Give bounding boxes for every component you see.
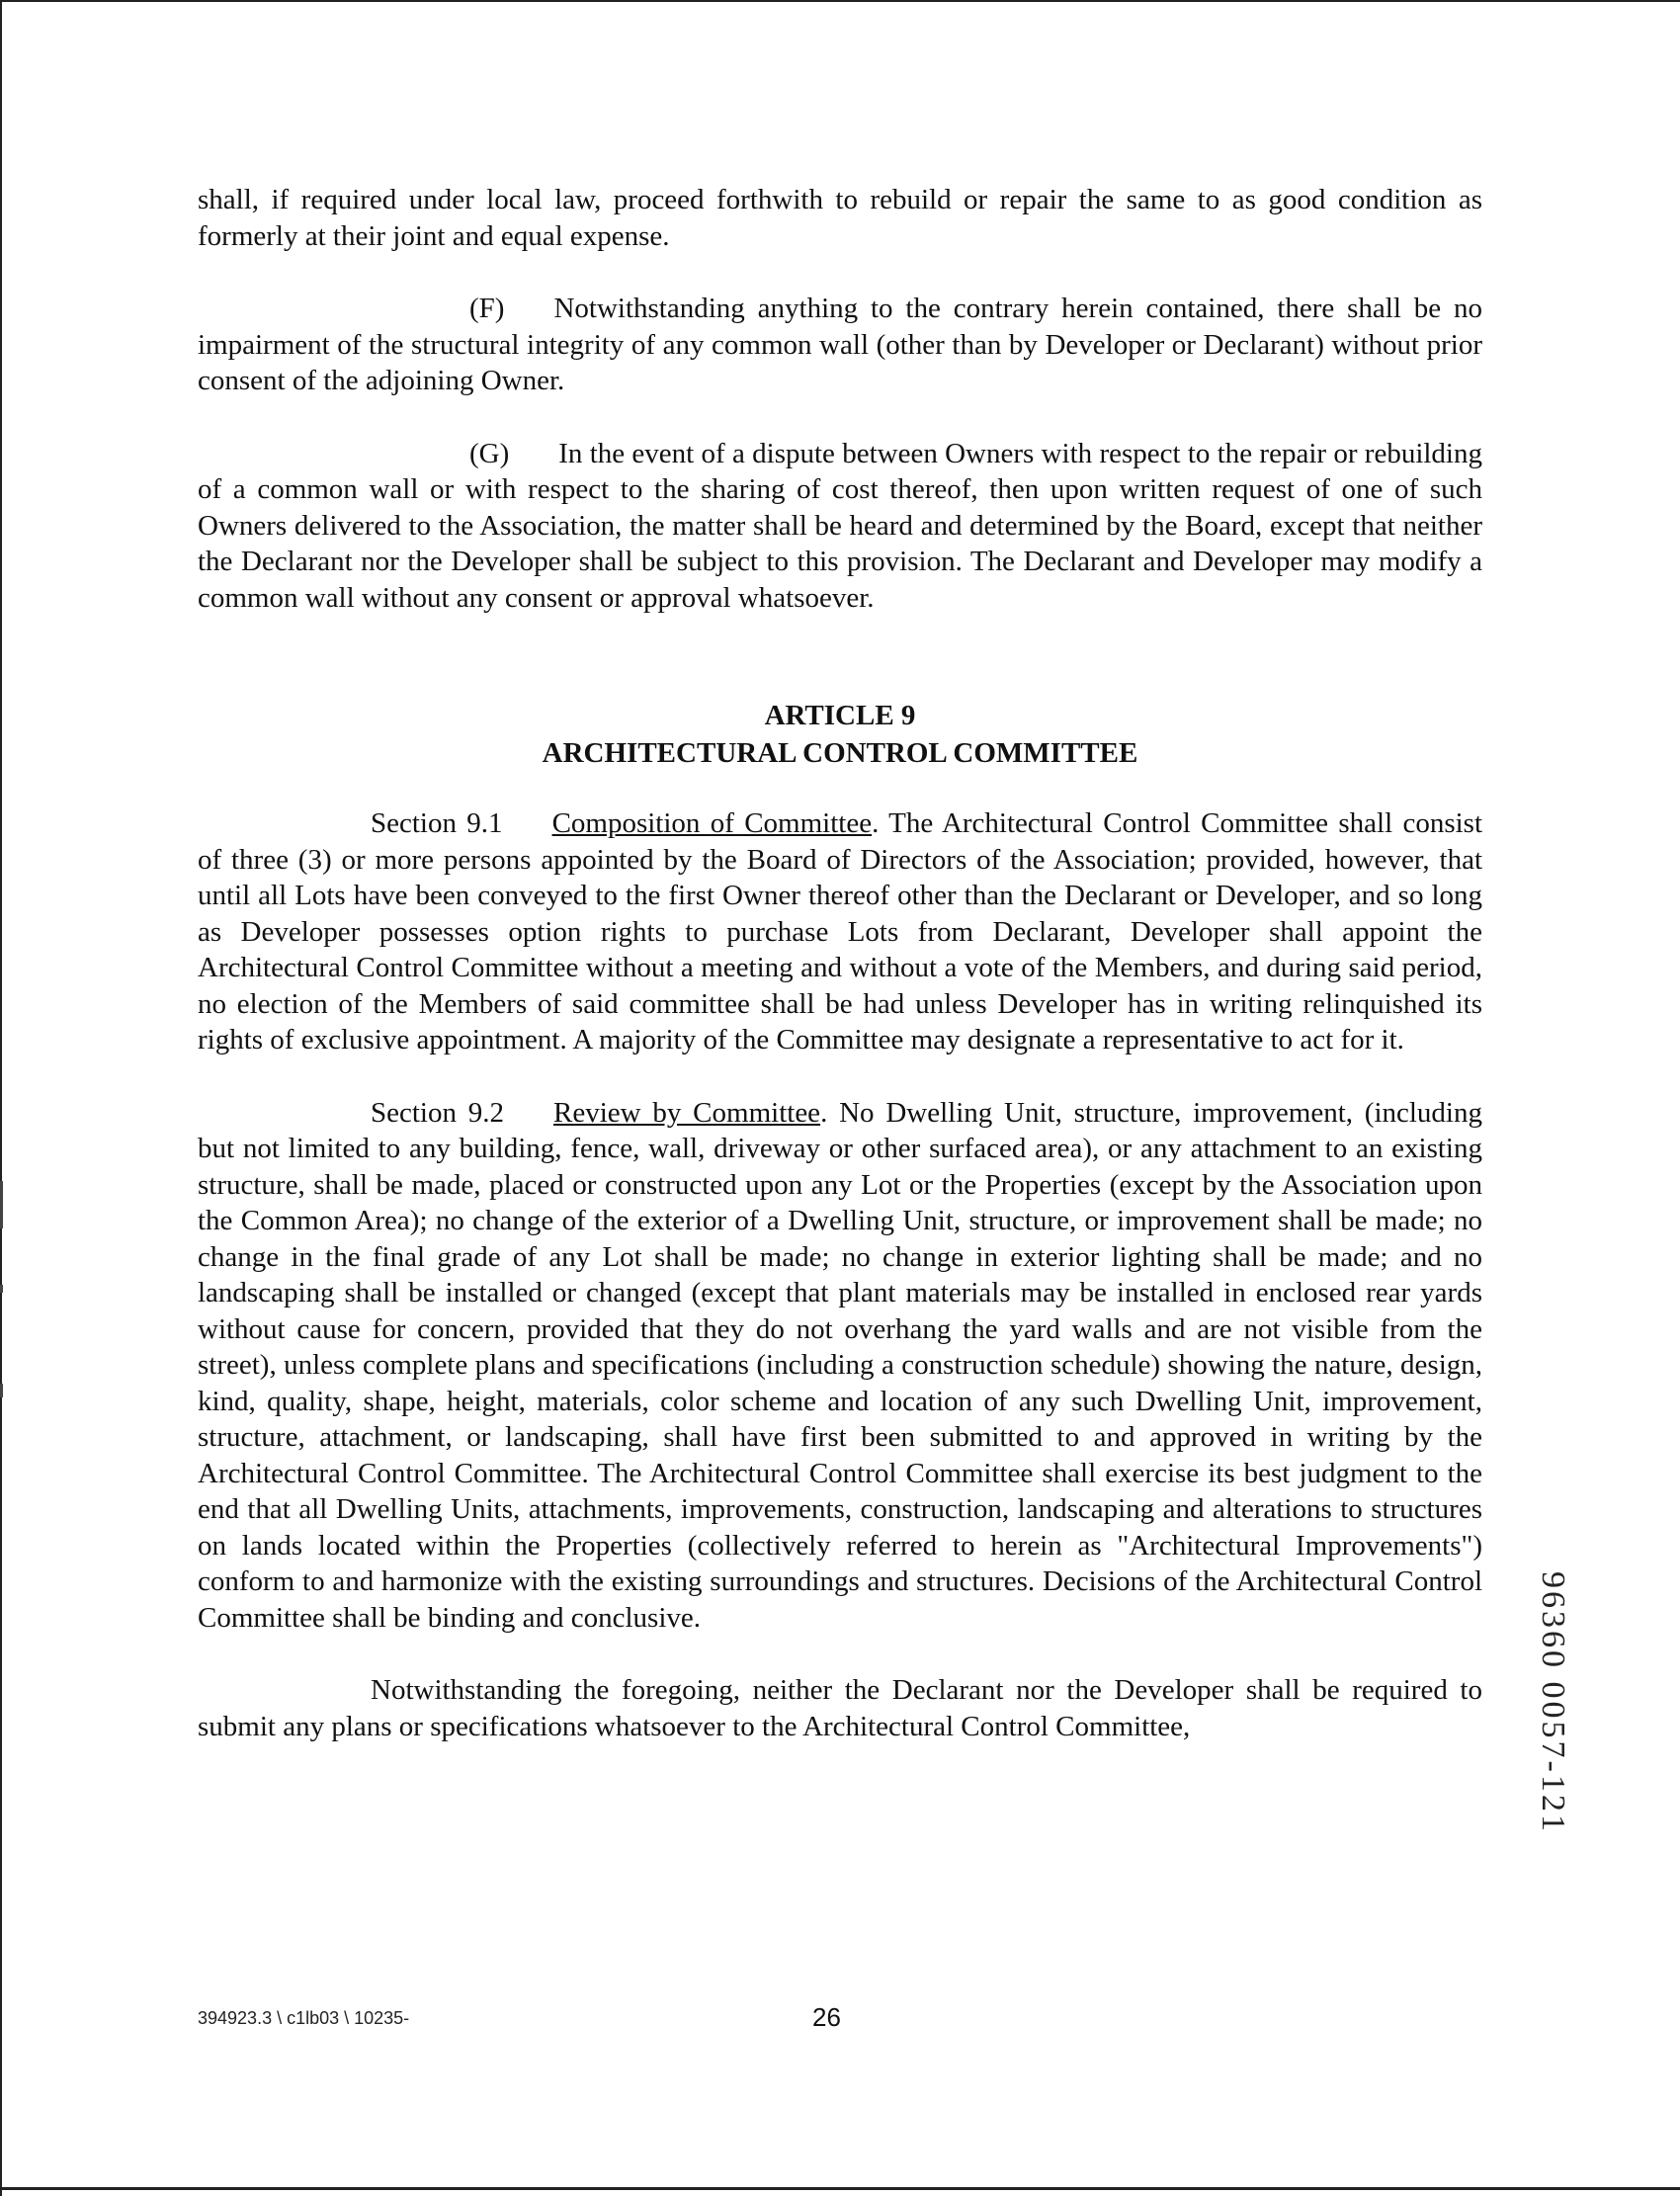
- clause-g-text: In the event of a dispute between Owners with respect to the repair or rebuilding of a common wall or with respect to the sharing of cost thereof, then upon written request of one of such Owners delivered to the Association, the matter shall be heard and determined by the Board, except that neither the Declarant nor the Developer shall be subject to this provision. The Declarant and Developer may modify a common wall without any consent or approval whatsoever.: [198, 437, 1482, 614]
- clause-g-label: (G): [469, 437, 510, 469]
- closing-paragraph: Notwithstanding the foregoing, neither the Declarant nor the Developer shall be required to submit any plans or specifications whatsoever to the Architectural Control Committee,: [198, 1674, 1482, 1742]
- article-title: ARCHITECTURAL CONTROL COMMITTEE: [542, 737, 1138, 769]
- section-9-2-heading: Review by Committee: [553, 1096, 821, 1129]
- section-9-1-paragraph: [198, 805, 1482, 1058]
- clause-g-paragraph: [198, 436, 1482, 617]
- document-body: [198, 182, 1482, 1744]
- scan-artifact: [0, 1384, 3, 1397]
- article-heading: [198, 697, 1482, 772]
- recording-stamp: 96360 0057-121: [1535, 1571, 1571, 1834]
- section-9-2-label: Section 9.2: [371, 1096, 505, 1129]
- clause-f-label: (F): [469, 293, 505, 324]
- page-number: 26: [812, 2002, 841, 2032]
- clause-f-text: Notwithstanding anything to the contrary herein contained, there shall be no impairment of the structural integrity of any common wall (other than by Developer or Declarant) without prior consent of the adjoining Owner.: [198, 293, 1482, 396]
- article-number: ARTICLE 9: [764, 700, 916, 731]
- scan-artifact: [0, 1285, 3, 1293]
- page-border-bottom: [0, 2187, 1680, 2190]
- section-9-2-text: . No Dwelling Unit, structure, improvement, (including but not limited to any building, fence, wall, driveway or other surfaced area), or any attachment to an existing structure, shall be made, placed or constructed upon any Lot or the Properties (except by the Association upon the Common Area); no change of the exterior of a Dwelling Unit, structure, or improvement shall be made; no change in the final grade of any Lot shall be made; no change in exterior lighting shall be made; and no landscaping shall be installed or changed (except that plant materials may be installed in enclosed rear yards without cause for concern, provided that they do not overhang the yard walls and are not visible from the street), unless complete plans and specifications (including a construction schedule) showing the nature, design, kind, quality, shape, height, materials, color scheme and location of any such Dwelling Unit, improvement, structure, attachment, or landscaping, shall have first been submitted to and approved in writing by the Architectural Control Committee. The Architectural Control Committee shall exercise its best judgment to the end that all Dwelling Units, attachments, improvements, construction, landscaping and alterations to structures on lands located within the Properties (collectively referred to herein as "Architectural Improvements") conform to and harmonize with the existing surroundings and structures. Decisions of the Architectural Control Committee shall be binding and conclusive.: [198, 1096, 1482, 1634]
- page-border-left: [0, 0, 2, 2196]
- section-9-2-paragraph: [198, 1095, 1482, 1637]
- scan-artifact: [0, 1181, 3, 1228]
- page-border-top: [0, 0, 1680, 2]
- section-9-1-text: . The Architectural Control Committee shall consist of three (3) or more persons appointed by the Board of Directors of the Association; provided, however, that until all Lots have been conveyed to the first Owner thereof other than the Declarant or Developer, and so long as Developer possesses option rights to purchase Lots from Declarant, Developer shall appoint the Architectural Control Committee without a meeting and without a vote of the Members, and during said period, no election of the Members of said committee shall be had unless Developer has in writing relinquished its rights of exclusive appointment. A majority of the Committee may designate a representative to act for it.: [198, 807, 1482, 1056]
- section-9-1-heading: Composition of Committee: [551, 807, 873, 839]
- clause-f-paragraph: [198, 291, 1482, 399]
- section-9-1-label: Section 9.1: [371, 807, 503, 839]
- footer-document-reference: 394923.3 \ c1lb03 \ 10235-: [198, 2008, 410, 2028]
- continuation-paragraph: shall, if required under local law, proceed forthwith to rebuild or repair the same to as good condition as formerly at their joint and equal expense.: [198, 184, 1482, 252]
